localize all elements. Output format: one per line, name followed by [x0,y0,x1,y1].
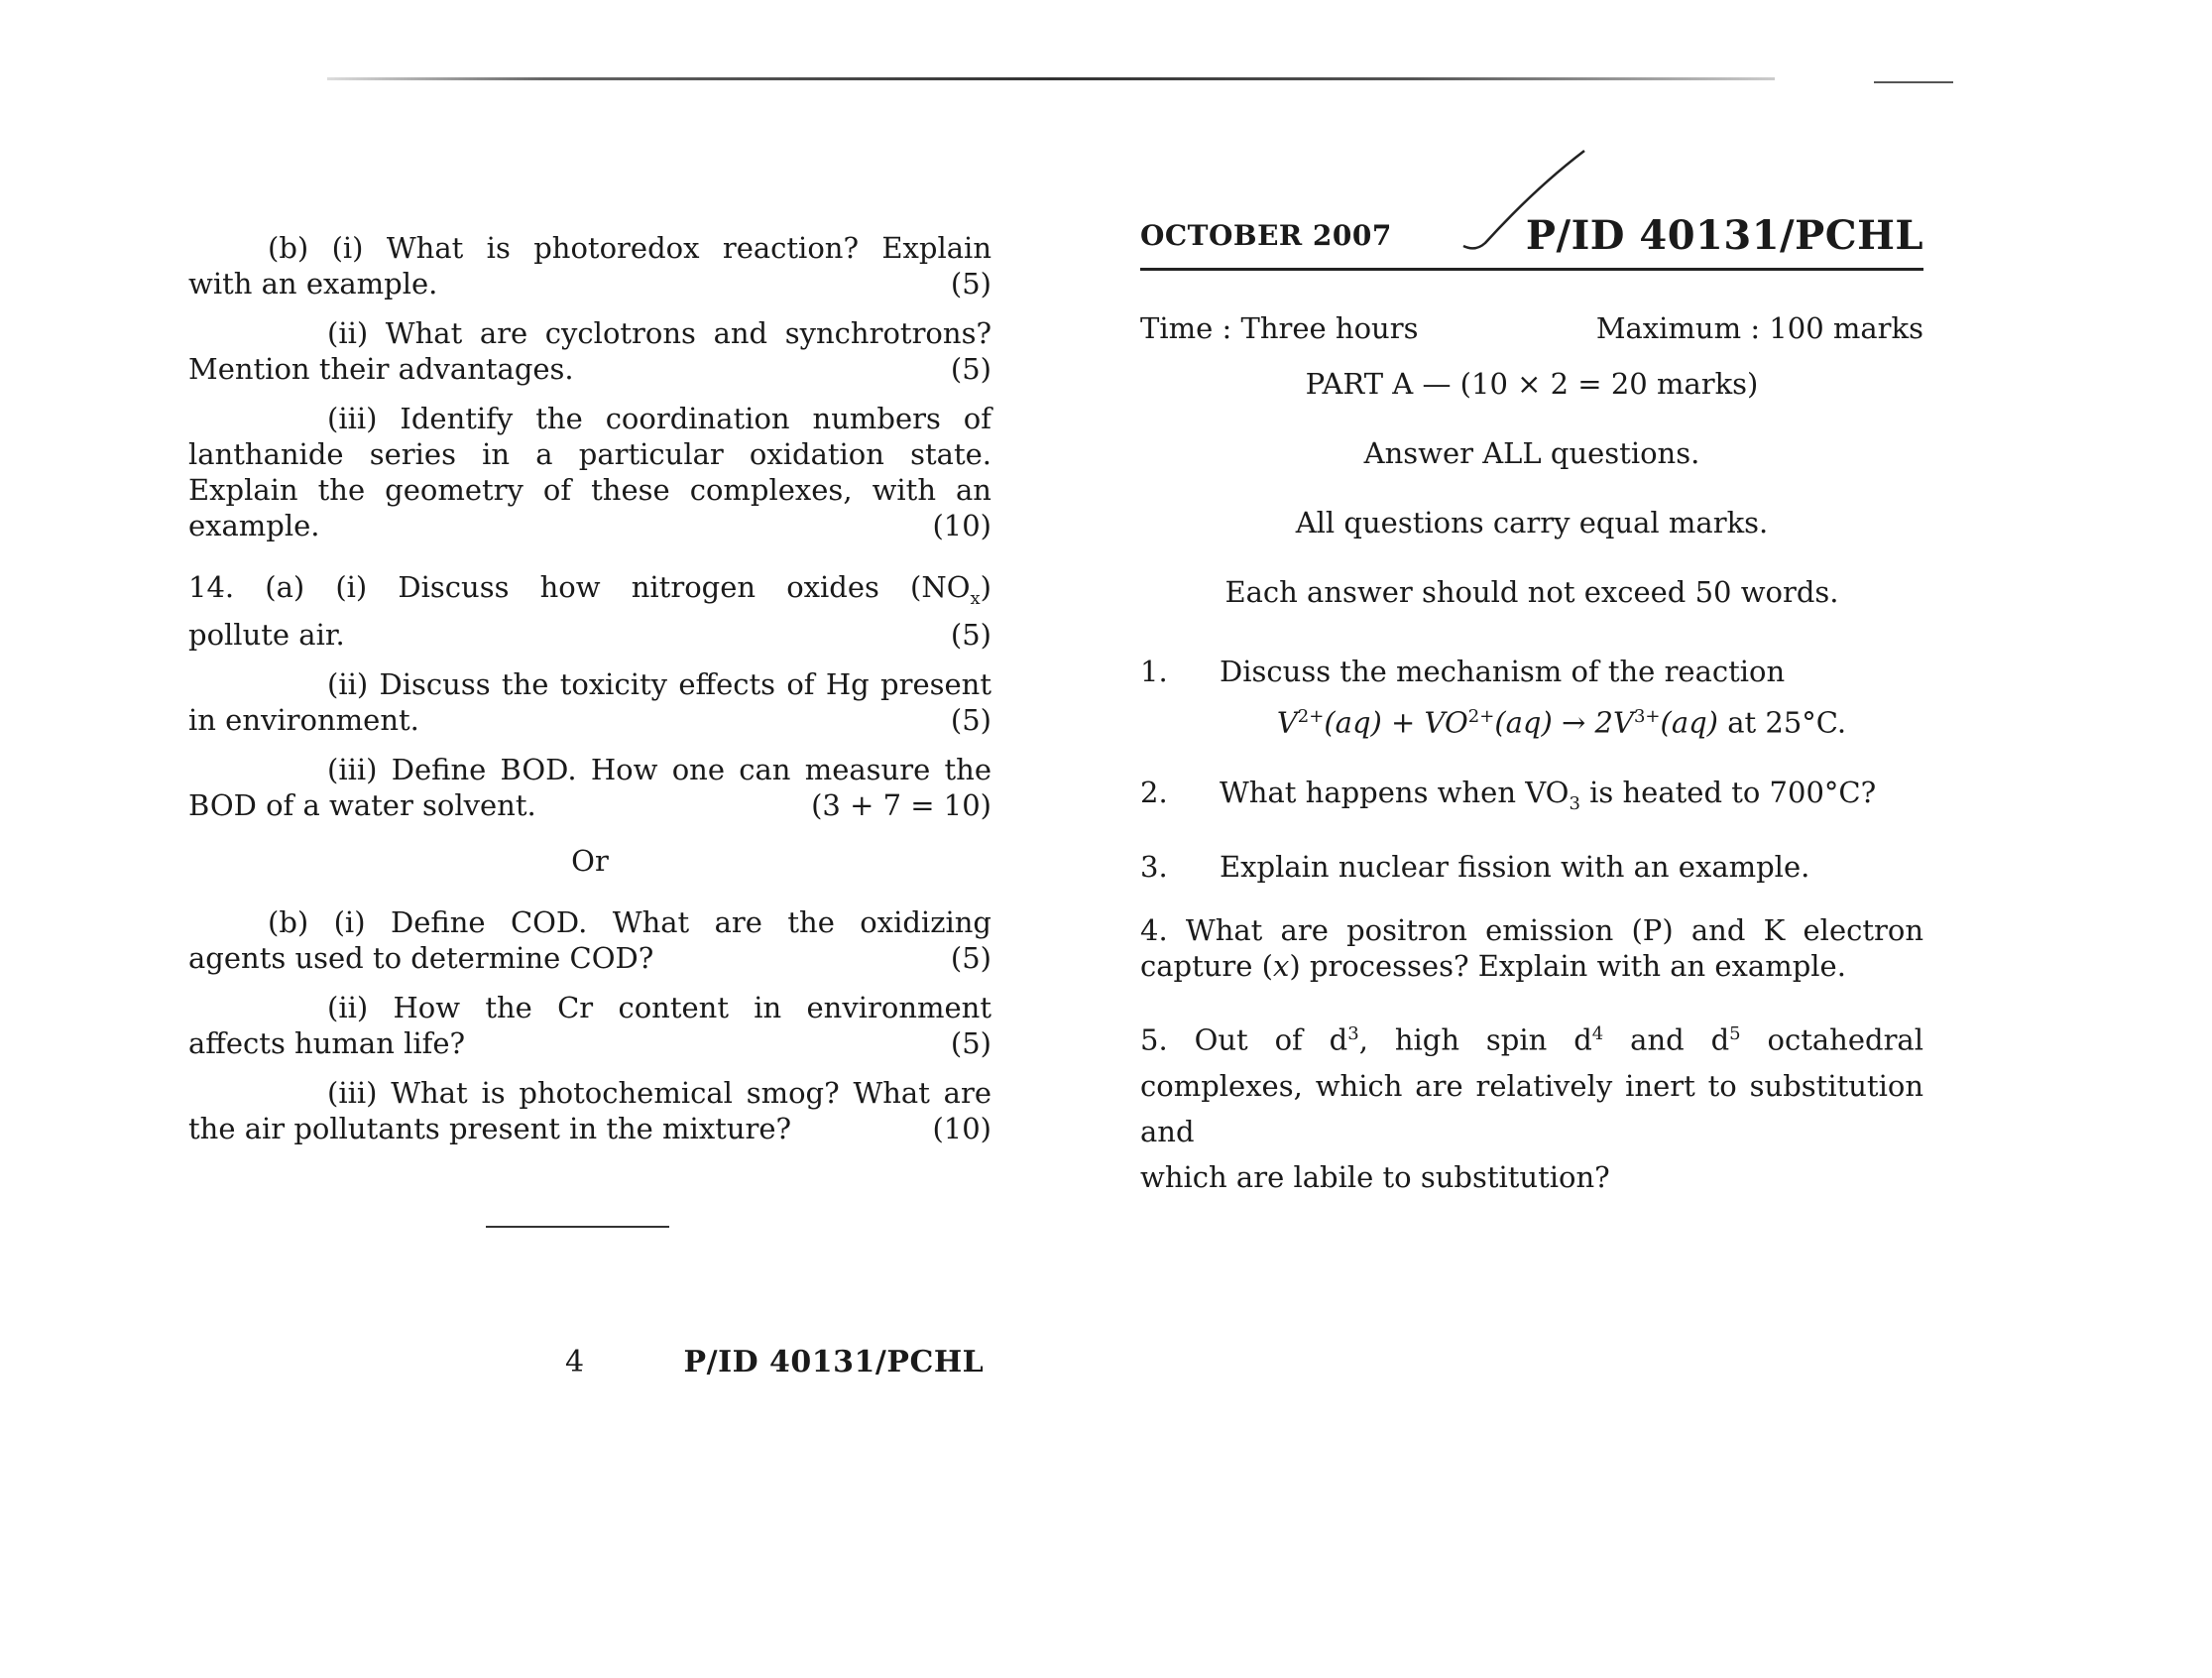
paper-code-footer: P/ID 40131/PCHL [683,1345,985,1379]
eq-part: (aq) [1660,705,1718,740]
q14b-ii-text: affects human life? [188,1025,466,1060]
eq-sup: 2+ [1297,706,1325,727]
marks: (5) [950,352,991,386]
question-1 [1140,654,1923,689]
superscript: 5 [1729,1023,1741,1045]
q5-line1 [1140,1012,1923,1063]
q13b-iii-line4 [188,508,991,543]
q14a-iii-line2 [188,787,991,823]
question-13b-i [188,230,991,301]
q13b-iii-line1: (iii) Identify the coordination numbers of [327,402,991,435]
q13b-i-line1: (b) (i) What is photoredox reaction? Explain [268,231,991,265]
q14a-iii-text: BOD of a water solvent. [188,787,536,822]
question-14b-iii [188,1075,991,1146]
q5-text: octahedral [1740,1023,1923,1058]
eq-part: (aq) → 2V [1494,705,1634,740]
q13b-iii-text: example. [188,509,320,542]
q14b-i-line1: (b) (i) Define COD. What are the oxidizing [268,904,991,939]
question-14b-ii [188,990,991,1061]
marks: (3 + 7 = 10) [811,787,991,822]
q14a-i-line2 [188,617,991,653]
paren: ) [980,570,991,604]
question-14a-i [188,569,991,653]
q4-symbol: x [1272,949,1290,984]
subscript: x [970,587,981,609]
time-allowed: Time : Three hours [1140,311,1419,345]
subscript: 3 [1569,792,1580,814]
q14a-i-text2: pollute air. [188,617,345,652]
part-heading: PART A — (10 × 2 = 20 marks) [1305,367,1759,401]
q14a-iii-line1: (iii) Define BOD. How one can measure the [327,752,991,786]
q2-text: What happens when VO [1220,775,1570,809]
q13b-ii-line2 [188,351,991,387]
q14b-i-line2 [188,940,991,976]
paper-code: P/ID 40131/PCHL [1525,212,1923,259]
question-number: 2. [1140,775,1168,809]
q5-line3: which are labile to substitution? [1140,1160,1610,1195]
reaction-equation [1200,699,1923,741]
q14a-ii-line1: (ii) Discuss the toxicity effects of Hg present [327,666,991,701]
q14a-ii-text: in environment. [188,702,419,737]
scan-artifact-right [1874,81,1953,83]
q13b-iii-line2: lanthanide series in a particular oxidation state. [188,437,991,471]
question-3 [1140,849,1923,885]
q4-text2: ) processes? Explain with an example. [1289,949,1846,984]
marks: (5) [950,940,991,975]
superscript: 3 [1347,1023,1359,1045]
q4-line2 [1140,948,1923,984]
marks: (5) [950,702,991,737]
q14b-i-text: agents used to determine COD? [188,940,654,975]
question-text [1220,775,1876,822]
q5-line2: complexes, which are relatively inert to substitution and [1140,1069,1923,1149]
question-text: Discuss the mechanism of the reaction [1220,655,1786,688]
question-4 [1140,912,1923,984]
paper-header [1140,212,1923,259]
superscript: 4 [1591,1023,1604,1045]
question-13b-iii [188,401,991,543]
header-rule [1140,268,1923,271]
q5-text: , high spin d [1358,1023,1592,1058]
q14a-ii-line2 [188,702,991,738]
q4-text: capture ( [1140,949,1273,984]
question-14a-ii [188,666,991,738]
q13b-iii-line3: Explain the geometry of these complexes, with an [188,473,991,507]
q14a-i-text: 14. (a) (i) Discuss how nitrogen oxides (NO [188,570,971,604]
eq-sup: 3+ [1633,706,1661,727]
q13b-i-text: with an example. [188,267,438,300]
maximum-marks: Maximum : 100 marks [1595,311,1923,345]
marks: (10) [932,1111,991,1145]
q14b-ii-line2 [188,1025,991,1061]
instruction-2: All questions carry equal marks. [1295,506,1769,539]
q5-text: 5. Out of d [1140,1023,1348,1058]
q14a-i-line1 [188,569,991,617]
q5-text: and d [1603,1023,1730,1058]
left-column [188,230,991,1228]
marks: (10) [932,509,991,542]
exam-meta [1140,310,1923,346]
q2-text2: is heated to 700°C? [1579,775,1877,809]
exam-month: OCTOBER 2007 [1140,219,1392,252]
eq-sup: 2+ [1467,706,1495,727]
q13b-ii-line1: (ii) What are cyclotrons and synchrotrons? [327,316,991,350]
right-column [1140,212,1923,1214]
q14b-iii-line1: (iii) What is photochemical smog? What are [327,1075,991,1110]
marks: (5) [950,267,991,300]
question-2 [1140,775,1923,822]
left-footer [565,1345,984,1379]
marks: (5) [950,617,991,652]
marks: (5) [950,1025,991,1060]
q13b-i-line2 [188,266,991,301]
q13b-ii-text: Mention their advantages. [188,352,574,386]
q14b-iii-text: the air pollutants present in the mixture? [188,1111,792,1145]
end-rule [486,1226,669,1228]
page-number: 4 [565,1345,585,1379]
question-13b-ii [188,315,991,387]
eq-part: V [1276,705,1298,740]
question-14b-i [188,904,991,976]
eq-part: (aq) + VO [1324,705,1468,740]
question-number: 1. [1140,655,1168,688]
scan-artifact-top [327,77,1775,80]
q14b-iii-line2 [188,1111,991,1146]
question-14a-iii [188,752,991,823]
question-5 [1140,1012,1923,1200]
q4-line1: 4. What are positron emission (P) and K electron [1140,913,1923,948]
or-separator: Or [571,843,609,878]
question-number: 3. [1140,850,1168,885]
question-text: Explain nuclear fission with an example. [1220,850,1810,885]
instruction-3: Each answer should not exceed 50 words. [1224,575,1839,609]
instruction-1: Answer ALL questions. [1363,436,1700,470]
q14b-ii-line1: (ii) How the Cr content in environment [327,990,991,1024]
eq-condition: at 25°C. [1727,705,1847,740]
